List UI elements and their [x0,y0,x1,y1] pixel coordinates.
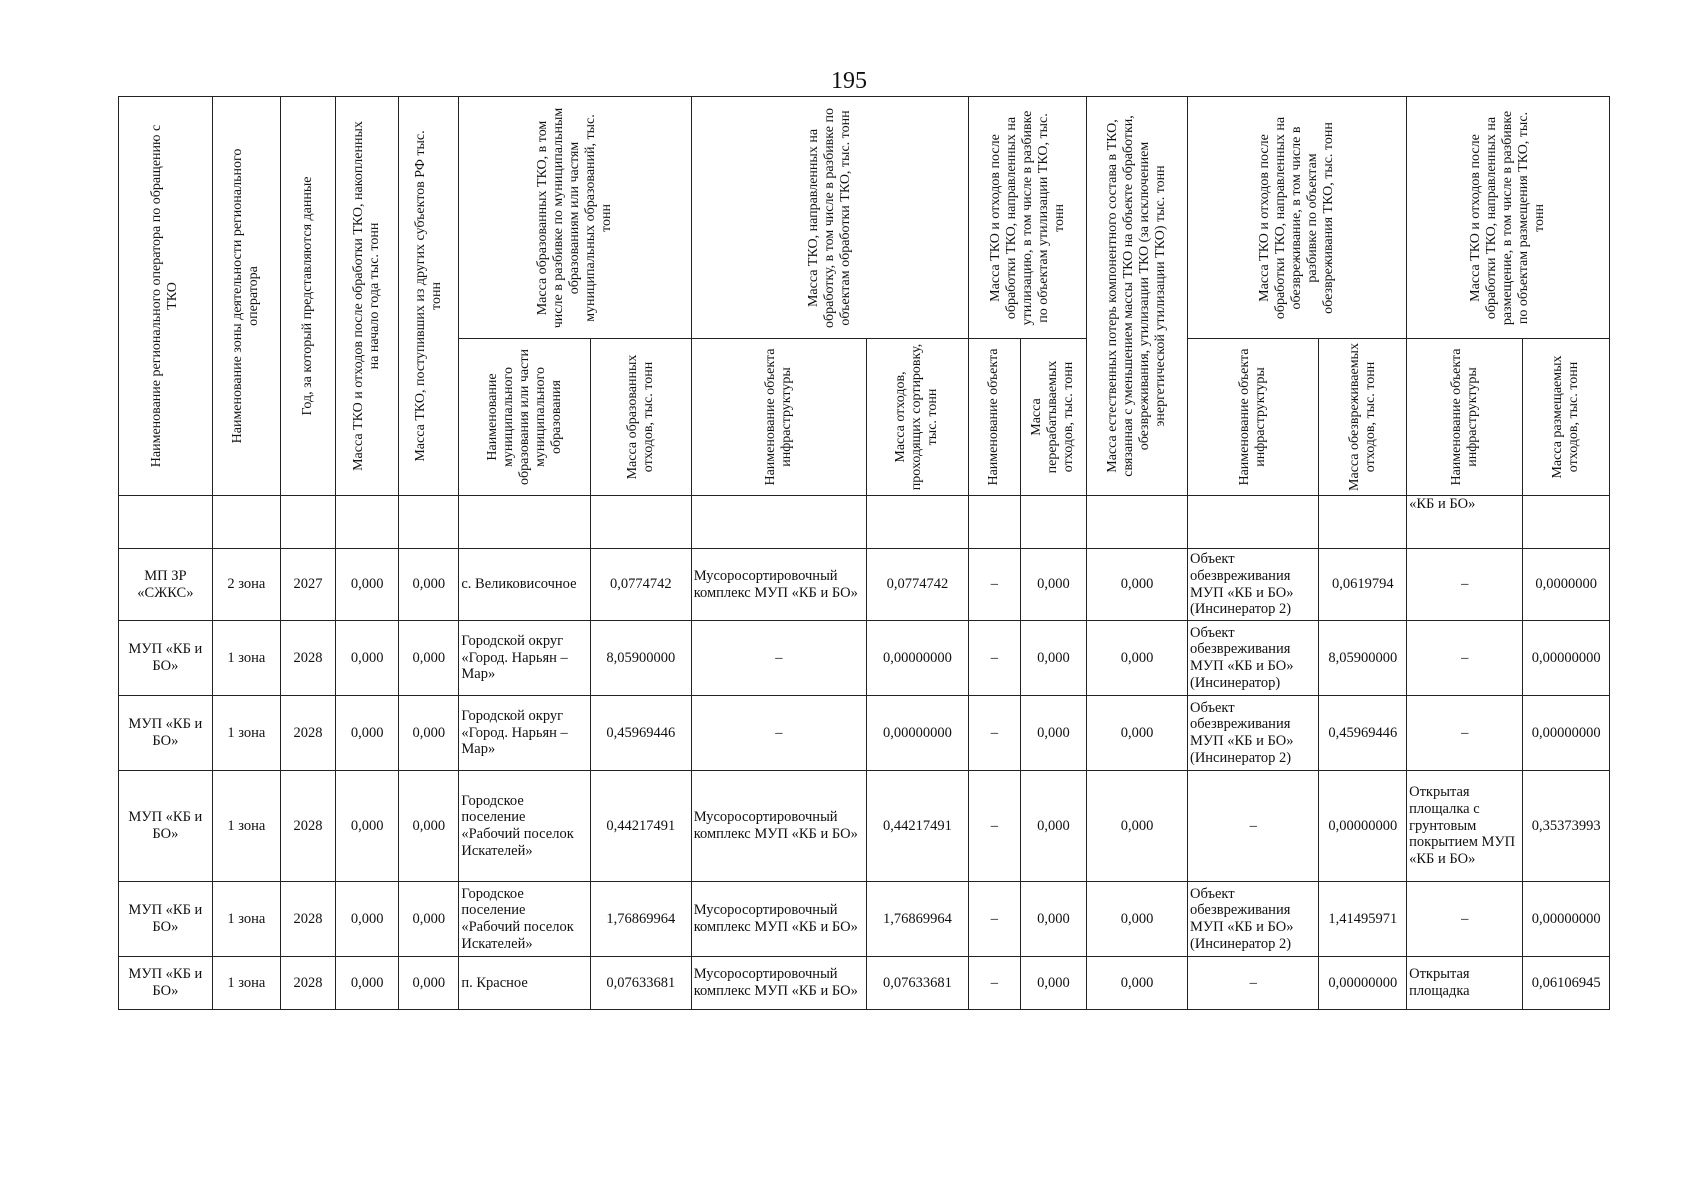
cell-disposal-facility: – [1407,882,1523,957]
cell-mass-generated: 0,45969446 [590,696,691,771]
cell-municipality: Городское поселение «Рабочий поселок Искателей» [459,882,590,957]
cell-processing-facility: – [691,621,866,696]
cell-operator: МУП «КБ и БО» [119,771,213,882]
header-mass-neutralized: Масса обезвреживаемых отходов, тыс. тонн [1319,339,1407,496]
carry-over-row [119,496,1610,549]
header-processing: Масса ТКО, направленных на обработку, в том числе в разбивке по объектам обработки ТКО, тыс. тонн [691,97,968,339]
cell-mass-recycled: 0,000 [1020,549,1086,621]
header-year: Год, за который представляются данные [281,97,336,496]
header-processing-facility: Наименование объекта инфраструктуры [691,339,866,496]
cell-mass-sorted: 0,44217491 [867,771,969,882]
cell-mass-generated: 0,07633681 [590,957,691,1010]
cell-operator: МУП «КБ и БО» [119,621,213,696]
cell-zone: 2 зона [212,549,280,621]
cell-accumulated: 0,000 [336,549,399,621]
cell-mass-recycled: 0,000 [1020,771,1086,882]
header-mass-disposed: Масса размещаемых отходов, тыс. тонн [1523,339,1610,496]
cell-imported: 0,000 [399,621,459,696]
cell-natural-losses: 0,000 [1087,549,1188,621]
cell-mass-disposed: 0,35373993 [1523,771,1610,882]
cell-imported: 0,000 [399,549,459,621]
cell-municipality: Городской округ «Город. Нарьян – Мар» [459,696,590,771]
cell-recycling-facility: – [968,882,1020,957]
table-row [119,957,1610,1010]
cell-processing-facility: Мусоросортировочный комплекс МУП «КБ и БО» [691,957,866,1010]
cell-disposal-facility: – [1407,621,1523,696]
cell-recycling-facility: – [968,957,1020,1010]
cell-year: 2028 [281,882,336,957]
cell-mass-disposed: 0,00000000 [1523,882,1610,957]
header-natural-losses: Масса естественных потерь компонентного состава в ТКО, связанная с уменьшением массы ТКО на объекте обработки, обезвреживания, утилизации ТКО (за исключением энергетической утилизации ТКО) тыс. тонн [1087,97,1188,496]
header-neutralization: Масса ТКО и отходов после обработки ТКО, направленных на обезвреживание, в том числе в разбивке по объектам обезвреживания ТКО, тыс. тонн [1188,97,1407,339]
cell-imported: 0,000 [399,957,459,1010]
cell-mass-generated: 8,05900000 [590,621,691,696]
cell-mass-recycled: 0,000 [1020,882,1086,957]
cell-disposal-facility: – [1407,549,1523,621]
header-mass-generated: Масса образованных отходов, тыс. тонн [590,339,691,496]
cell-natural-losses: 0,000 [1087,882,1188,957]
header-disposal-facility: Наименование объекта инфраструктуры [1407,339,1523,496]
header-municipality: Наименование муниципального образования или части муниципального образования [459,339,590,496]
cell-mass-neutralized: 1,41495971 [1319,882,1407,957]
header-zone: Наименование зоны деятельности регионального оператора [212,97,280,496]
cell-disposal-facility: – [1407,696,1523,771]
header-recycling-facility: Наименование объекта [968,339,1020,496]
waste-flow-table [118,96,1610,1010]
header-operator: Наименование регионального оператора по обращению с ТКО [119,97,213,496]
cell-recycling-facility: – [968,771,1020,882]
table-row [119,882,1610,957]
header-recycling: Масса ТКО и отходов после обработки ТКО, направленных на утилизацию, в том числе в разбивке по объектам утилизации ТКО, тыс. тонн [968,97,1086,339]
cell-year: 2028 [281,696,336,771]
cell-mass-generated: 0,0774742 [590,549,691,621]
cell-year: 2027 [281,549,336,621]
cell-zone: 1 зона [212,882,280,957]
cell-mass-neutralized: 0,45969446 [1319,696,1407,771]
cell-mass-neutralized: 0,00000000 [1319,957,1407,1010]
header-disposal: Масса ТКО и отходов после обработки ТКО, направленных на размещение, в том числе в разбивке по объектам размещения ТКО, тыс. тонн [1407,97,1610,339]
cell-processing-facility: Мусоросортировочный комплекс МУП «КБ и БО» [691,549,866,621]
cell-mass-generated: 0,44217491 [590,771,691,882]
cell-municipality: Городское поселение «Рабочий поселок Искателей» [459,771,590,882]
cell-zone: 1 зона [212,957,280,1010]
cell-neutralization-facility: – [1188,771,1319,882]
cell-mass-disposed: 0,00000000 [1523,621,1610,696]
cell-zone: 1 зона [212,696,280,771]
header-neutralization-facility: Наименование объекта инфраструктуры [1188,339,1319,496]
header-accumulated: Масса ТКО и отходов после обработки ТКО, накопленных на начало года тыс. тонн [336,97,399,496]
cell-imported: 0,000 [399,771,459,882]
cell-mass-recycled: 0,000 [1020,621,1086,696]
cell-municipality: с. Великовисочное [459,549,590,621]
cell-mass-sorted: 0,0774742 [867,549,969,621]
cell-imported: 0,000 [399,696,459,771]
header-generated: Масса образованных ТКО, в том числе в разбивке по муниципальным образованиям или частям муниципальных образований, тыс. тонн [459,97,691,339]
cell-natural-losses: 0,000 [1087,621,1188,696]
table-row [119,621,1610,696]
cell-operator: МП ЗР «СЖКС» [119,549,213,621]
cell-mass-recycled: 0,000 [1020,957,1086,1010]
cell-year: 2028 [281,957,336,1010]
cell-mass-sorted: 0,07633681 [867,957,969,1010]
cell-mass-generated: 1,76869964 [590,882,691,957]
cell-mass-neutralized: 0,0619794 [1319,549,1407,621]
cell-operator: МУП «КБ и БО» [119,957,213,1010]
cell-recycling-facility: – [968,696,1020,771]
cell-accumulated: 0,000 [336,957,399,1010]
cell-mass-sorted: 1,76869964 [867,882,969,957]
cell-neutralization-facility: – [1188,957,1319,1010]
cell-recycling-facility: – [968,621,1020,696]
cell-accumulated: 0,000 [336,882,399,957]
header-row-main [119,97,1610,339]
cell-zone: 1 зона [212,621,280,696]
cell-neutralization-facility: Объект обезвреживания МУП «КБ и БО» (Инсинератор 2) [1188,696,1319,771]
cell-mass-neutralized: 0,00000000 [1319,771,1407,882]
table-row [119,549,1610,621]
cell-neutralization-facility: Объект обезвреживания МУП «КБ и БО» (Инсинератор 2) [1188,882,1319,957]
cell-accumulated: 0,000 [336,696,399,771]
table-row [119,771,1610,882]
cell-processing-facility: Мусоросортировочный комплекс МУП «КБ и БО» [691,771,866,882]
cell-natural-losses: 0,000 [1087,771,1188,882]
cell-accumulated: 0,000 [336,771,399,882]
cell-natural-losses: 0,000 [1087,957,1188,1010]
cell-mass-disposed: 0,00000000 [1523,696,1610,771]
header-imported: Масса ТКО, поступивших из других субъектов РФ тыс. тонн [399,97,459,496]
cell-year: 2028 [281,771,336,882]
cell-mass-recycled: 0,000 [1020,696,1086,771]
cell-zone: 1 зона [212,771,280,882]
cell-disposal-facility: Открытая площадка [1407,957,1523,1010]
cell-accumulated: 0,000 [336,621,399,696]
cell-mass-disposed: 0,0000000 [1523,549,1610,621]
cell-neutralization-facility: Объект обезвреживания МУП «КБ и БО» (Инсинератор) [1188,621,1319,696]
cell-recycling-facility: – [968,549,1020,621]
cell-operator: МУП «КБ и БО» [119,882,213,957]
cell-neutralization-facility: Объект обезвреживания МУП «КБ и БО» (Инсинератор 2) [1188,549,1319,621]
cell-mass-neutralized: 8,05900000 [1319,621,1407,696]
header-mass-sorted: Масса отходов, проходящих сортировку, тыс. тонн [867,339,969,496]
cell-municipality: п. Красное [459,957,590,1010]
cell-imported: 0,000 [399,882,459,957]
table-row [119,696,1610,771]
page-number: 195 [831,68,867,94]
carry-over-text: «КБ и БО» [1407,496,1523,549]
cell-processing-facility: Мусоросортировочный комплекс МУП «КБ и БО» [691,882,866,957]
cell-mass-sorted: 0,00000000 [867,621,969,696]
cell-year: 2028 [281,621,336,696]
cell-municipality: Городской округ «Город. Нарьян – Мар» [459,621,590,696]
header-mass-recycled: Масса перерабатываемых отходов, тыс. тонн [1020,339,1086,496]
cell-mass-disposed: 0,06106945 [1523,957,1610,1010]
cell-mass-sorted: 0,00000000 [867,696,969,771]
cell-operator: МУП «КБ и БО» [119,696,213,771]
cell-processing-facility: – [691,696,866,771]
cell-disposal-facility: Открытая площалка с грунтовым покрытием МУП «КБ и БО» [1407,771,1523,882]
cell-natural-losses: 0,000 [1087,696,1188,771]
